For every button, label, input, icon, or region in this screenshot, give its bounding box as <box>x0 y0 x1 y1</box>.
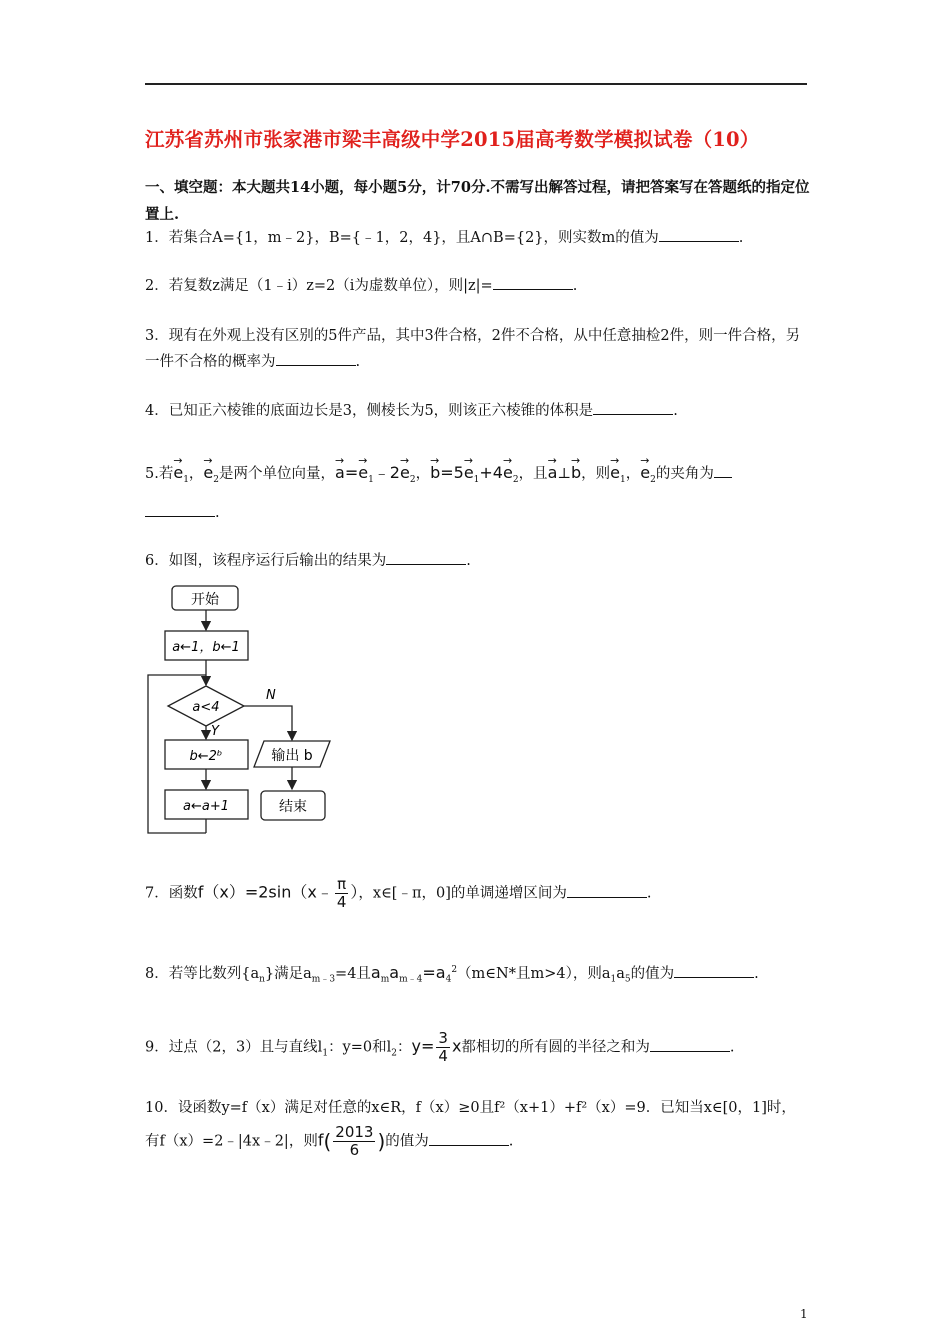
question-4-text: 4．已知正六棱锥的底面边长是3，侧棱长为5，则该正六棱锥的体积是 <box>145 403 594 419</box>
answer-blank-6[interactable] <box>386 550 466 565</box>
question-4: 4．已知正六棱锥的底面边长是3，侧棱长为5，则该正六棱锥的体积是 . <box>145 398 678 424</box>
flow-init-label: a←1，b←1 <box>172 640 240 655</box>
page-number: 1 <box>800 1307 808 1321</box>
vector-e1: → e <box>173 460 183 486</box>
answer-blank-8[interactable] <box>674 963 754 978</box>
answer-blank-2[interactable] <box>493 275 573 290</box>
flow-no-label: N <box>266 688 276 703</box>
vector-a: → a <box>335 460 345 486</box>
question-6-text: 6．如图，该程序运行后输出的结果为 <box>145 553 387 569</box>
flow-end-label: 结束 <box>279 799 307 815</box>
pi-over-4: $\frac{\pi}{4}$ <box>336 875 347 911</box>
flow-output-label: 输出 b <box>271 748 313 764</box>
question-2-text: 2．若复数z满足（1﹣i）z=2（i为虚数单位），则|z|= <box>145 278 493 294</box>
question-9: 9．过点（2，3）且与直线$l_1$：y=0和$l_2$：y= $\frac{3}{4}$ x都相切的所有圆的半径之和为 . <box>145 1029 735 1065</box>
section-heading: 一、填空题：本大题共14小题，每小题5分，计70分.不需写出解答过程，请把答案写在答题纸的指定位置上. <box>145 179 810 223</box>
answer-blank-5a[interactable] <box>714 463 732 478</box>
flow-decision-label: a<4 <box>192 700 220 715</box>
question-8: 8．若等比数列$\{a_n\}$满足$a_{m﹣3}=4$且$a_ma_{m﹣4}=a_4^2(m\in N*$且m>4），则$a_1a_5$的值为 . <box>145 962 759 985</box>
three-quarters: $\frac{3}{4}$ <box>438 1029 448 1065</box>
question-6: 6．如图，该程序运行后输出的结果为 . <box>145 548 471 574</box>
flow-assign-b-label: b←2ᵇ <box>189 749 223 764</box>
question-1: 1．若集合A={1，m﹣2}，B={﹣1，2，4}，且A∩B={2}，则实数m的值为 . <box>145 225 743 251</box>
vector-b: → b <box>430 460 440 486</box>
flow-start-label: 开始 <box>191 592 219 608</box>
answer-blank-3[interactable] <box>276 351 356 366</box>
flow-yes-label: Y <box>211 724 219 739</box>
answer-blank-5[interactable] <box>145 502 215 517</box>
page-title: 江苏省苏州市张家港市梁丰高级中学2015届高考数学模拟试卷（10） <box>145 128 760 151</box>
header-rule <box>145 83 807 85</box>
flowchart <box>140 578 340 838</box>
question-5-continued: . <box>145 500 220 526</box>
question-2: 2．若复数z满足（1﹣i）z=2（i为虚数单位），则|z|= . <box>145 273 577 299</box>
answer-blank-4[interactable] <box>593 400 673 415</box>
fraction-2013-over-6: $\frac{2013}{6}$ <box>335 1123 374 1159</box>
flow-inc-a-label: a←a+1 <box>183 799 229 814</box>
question-5: 5.若→ $e_1$，→ $e_2$是两个单位向量，→ $a=\to e_1﹣2\to e_2$，→ $b=5\to e_1+4\to e_2$，且→ a⊥→ b，则→ $e_1$，→ $e_2$的夹角为 <box>145 460 732 493</box>
answer-blank-10[interactable] <box>429 1131 509 1146</box>
question-10-line-2: 有f（x）=2﹣|4x﹣2|，则f( $\frac{2013}{6}$ )的值为 . <box>145 1123 514 1159</box>
answer-blank-9[interactable] <box>650 1037 730 1052</box>
question-3-text: 3．现有在外观上没有区别的5件产品，其中3件合格，2件不合格，从中任意抽检2件，则一件合格，另一件不合格的概率为 <box>145 328 801 370</box>
vector-e2: → e <box>203 460 213 486</box>
question-10-line-1: 10．设函数y=f（x）满足对任意的x∈R，f（x）≥0且f²（x+1）+f²（x）=9．已知当x∈[0，1]时， <box>145 1100 796 1116</box>
answer-blank-1[interactable] <box>659 227 739 242</box>
question-3: 3．现有在外观上没有区别的5件产品，其中3件合格，2件不合格，从中任意抽检2件，则一件合格，另一件不合格的概率为 . <box>145 328 801 370</box>
question-7: 7．函数f（x）=2sin（x﹣ $\frac{\pi}{4}$ ），x∈[﹣π，0]的单调递增区间为 . <box>145 875 652 911</box>
question-1-text: 1．若集合A={1，m﹣2}，B={﹣1，2，4}，且A∩B={2}，则实数m的值为 <box>145 230 659 246</box>
answer-blank-7[interactable] <box>567 883 647 898</box>
